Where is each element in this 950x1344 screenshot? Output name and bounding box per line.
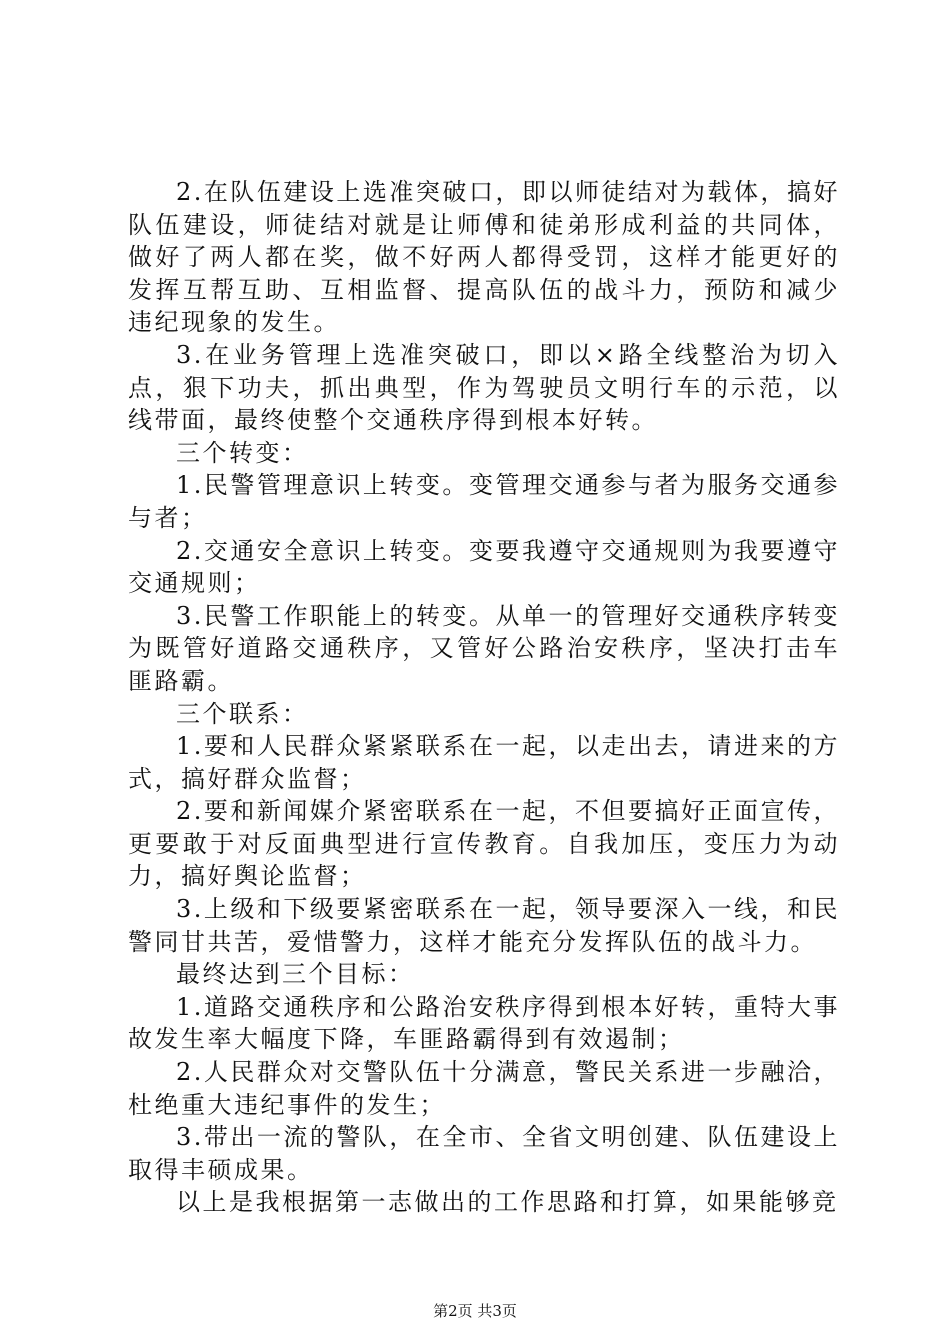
page-number-footer: 第2页 共3页 bbox=[433, 1302, 517, 1320]
paragraph-goal-3: 3.带出一流的警队，在全市、全省文明创建、队伍建设上取得丰硕成果。 bbox=[128, 1123, 840, 1184]
paragraph-connection-2: 2.要和新闻媒介紧密联系在一起，不但要搞好正面宣传，更要敢于对反面典型进行宣传教育。自我加压，变压力为动力，搞好舆论监督； bbox=[128, 797, 840, 891]
paragraph-business-management: 3.在业务管理上选准突破口，即以×路全线整治为切入点，狠下功夫，抓出典型，作为驾驶员文明行车的示范，以线带面，最终使整个交通秩序得到根本好转。 bbox=[128, 340, 840, 435]
paragraph-change-2: 2.交通安全意识上转变。变要我遵守交通规则为我要遵守交通规则； bbox=[128, 536, 840, 598]
paragraph-change-3: 3.民警工作职能上的转变。从单一的管理好交通秩序转变为既管好道路交通秩序，又管好公路治安秩序，坚决打击车匪路霸。 bbox=[128, 601, 840, 695]
paragraph-team-building: 2.在队伍建设上选准突破口，即以师徒结对为载体，搞好队伍建设，师徒结对就是让师傅和徒弟形成利益的共同体，做好了两人都在奖，做不好两人都得受罚，这样才能更好的发挥互帮互助、互相监督、提高队伍的战斗力，预防和减少违纪现象的发生。 bbox=[128, 178, 840, 337]
paragraph-connection-1: 1.要和人民群众紧紧联系在一起，以走出去，请进来的方式，搞好群众监督； bbox=[128, 732, 840, 793]
paragraph-closing: 以上是我根据第一志做出的工作思路和打算，如果能够竞 bbox=[176, 1188, 839, 1217]
paragraph-goal-1: 1.道路交通秩序和公路治安秩序得到根本好转，重特大事故发生率大幅度下降，车匪路霸得到有效遏制； bbox=[128, 992, 840, 1054]
heading-three-changes: 三个转变： bbox=[176, 438, 309, 467]
paragraph-connection-3: 3.上级和下级要紧密联系在一起，领导要深入一线，和民警同甘共苦，爱惜警力，这样才能充分发挥队伍的战斗力。 bbox=[128, 895, 840, 956]
paragraph-goal-2: 2.人民群众对交警队伍十分满意，警民关系进一步融洽，杜绝重大违纪事件的发生； bbox=[128, 1058, 840, 1119]
heading-three-goals: 最终达到三个目标： bbox=[176, 960, 415, 989]
heading-three-connections: 三个联系： bbox=[176, 699, 309, 728]
paragraph-change-1: 1.民警管理意识上转变。变管理交通参与者为服务交通参与者； bbox=[128, 471, 840, 532]
document-body bbox=[128, 176, 840, 1219]
